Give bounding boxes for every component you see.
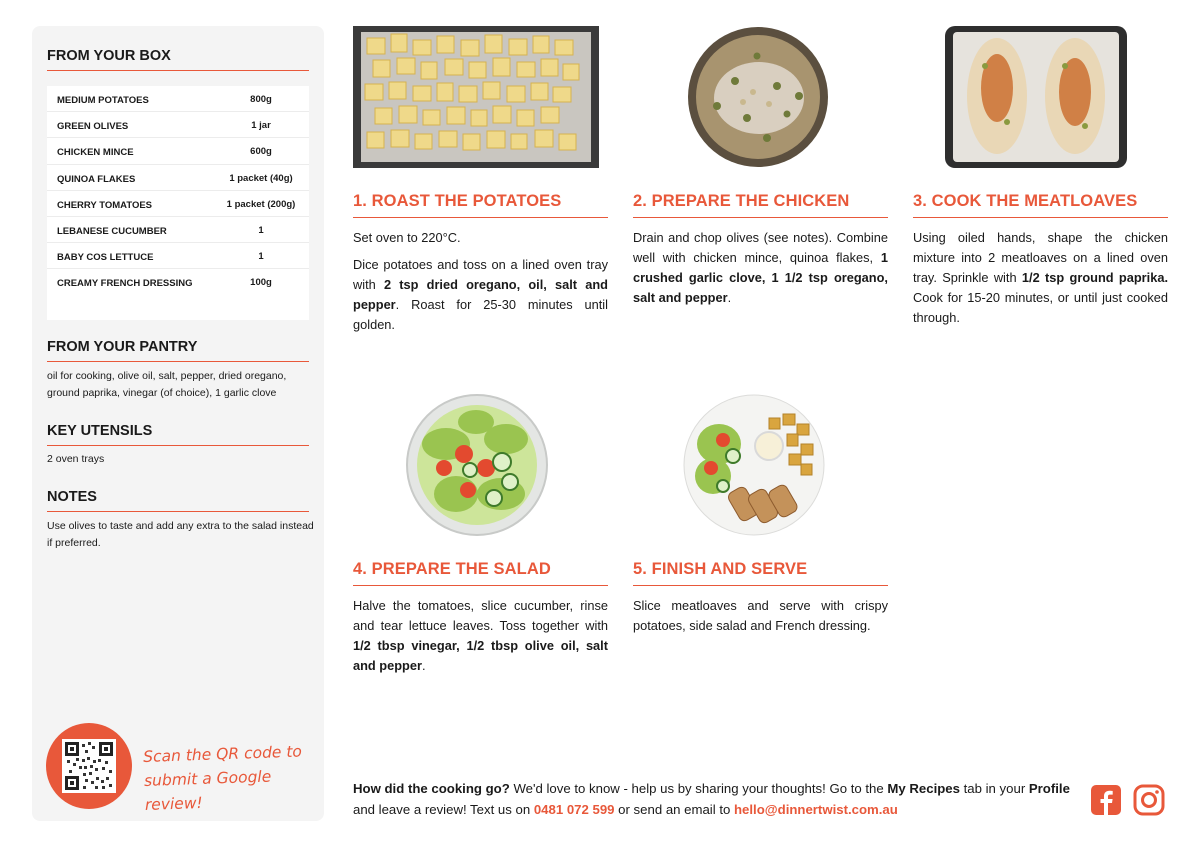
pantry-heading: FROM YOUR PANTRY <box>47 339 309 362</box>
ingredient-qty: 600g <box>250 146 272 158</box>
utensils-text: 2 oven trays <box>47 453 105 465</box>
step-2 <box>633 26 888 346</box>
profile-ref: Profile <box>1028 781 1070 796</box>
step-text: Halve the tomatoes, slice cucumber, rinse and tear lettuce leaves. Toss together with <box>353 598 608 633</box>
step-paragraph <box>353 596 608 676</box>
qr-code-icon[interactable] <box>62 739 116 793</box>
ingredient-qty: 100g <box>250 277 272 289</box>
table-row <box>47 217 309 243</box>
step-ingredient-emphasis: 2 tsp dried oregano, oil, salt and pepper <box>353 277 608 312</box>
table-row <box>47 243 309 269</box>
instagram-icon[interactable] <box>1133 784 1167 818</box>
ingredient-name: GREEN OLIVES <box>57 121 129 133</box>
step-paragraph <box>353 228 608 248</box>
step-paragraph <box>353 255 608 335</box>
notes-text: Use olives to taste and add any extra to the salad instead if preferred. <box>47 520 314 549</box>
feedback-footer <box>353 778 1073 820</box>
table-row <box>47 86 309 112</box>
step-text: . <box>421 658 426 673</box>
chicken-mixture-image <box>687 26 829 168</box>
ingredient-name: CHERRY TOMATOES <box>57 199 153 211</box>
sidebar <box>32 26 324 821</box>
ingredient-name: CHICKEN MINCE <box>57 147 134 159</box>
box-heading: FROM YOUR BOX <box>47 48 309 71</box>
pantry-text: oil for cooking, olive oil, salt, pepper, dried oregano, ground paprika, vinegar (of choice), 1 garlic clove <box>47 370 287 399</box>
table-row <box>47 165 309 191</box>
ingredient-qty: 1 jar <box>251 120 271 132</box>
step-text: . <box>727 290 732 305</box>
table-row <box>47 138 309 164</box>
step-text: Cook for 15-20 minutes, or until just cooked through. <box>913 290 1168 325</box>
footer-text-2: tab in your <box>959 781 1029 796</box>
table-row <box>47 191 309 217</box>
step-paragraph <box>913 228 1168 328</box>
ingredient-qty: 800g <box>250 94 272 105</box>
ingredient-qty: 1 packet (40g) <box>229 172 293 184</box>
qr-caption-line1: Scan the QR code to <box>142 742 303 766</box>
footer-question: How did the cooking go? <box>353 781 510 796</box>
step-body <box>633 596 888 643</box>
ingredient-qty: 1 packet (200g) <box>226 198 296 210</box>
ingredient-name: BABY COS LETTUCE <box>57 252 154 264</box>
step-title: 3. COOK THE MEATLOAVES <box>913 192 1168 218</box>
step-text: Drain and chop olives (see notes). Combine well with chicken mince, quinoa flakes, <box>633 230 888 265</box>
step-body <box>353 596 608 683</box>
table-row <box>47 269 309 295</box>
meatloaves-tray-image <box>945 26 1127 168</box>
salad-bowl-image <box>406 394 548 536</box>
ingredient-name: LEBANESE CUCUMBER <box>57 225 167 237</box>
footer-text-4: or send an email to <box>614 802 734 817</box>
served-plate-image <box>683 394 825 536</box>
step-text: Using oiled hands, shape the chicken mixture into 2 meatloaves on a lined oven tray. Sprinkle with <box>913 230 1168 285</box>
step-ingredient-emphasis: 1 crushed garlic clove, 1 1/2 tsp oregano, salt and pepper <box>633 250 888 305</box>
step-title: 5. FINISH AND SERVE <box>633 560 888 586</box>
table-row <box>47 112 309 138</box>
step-title: 1. ROAST THE POTATOES <box>353 192 608 218</box>
facebook-icon[interactable] <box>1090 784 1124 818</box>
step-text: Dice potatoes and toss on a lined oven tray with <box>353 257 608 292</box>
step-body <box>913 228 1168 335</box>
notes-heading: NOTES <box>47 489 309 512</box>
footer-text-3: and leave a review! Text us on <box>353 802 534 817</box>
ingredient-name: CREAMY FRENCH DRESSING <box>57 278 193 290</box>
ingredient-qty: 1 <box>258 251 264 263</box>
ingredient-name: MEDIUM POTATOES <box>57 95 149 106</box>
step-body <box>633 228 888 315</box>
qr-caption-line2: submit a Google review! <box>143 767 272 814</box>
step-ingredient-emphasis: 1/2 tbsp vinegar, 1/2 tbsp olive oil, salt and pepper <box>353 638 608 673</box>
step-paragraph <box>633 228 888 308</box>
step-3 <box>913 26 1168 346</box>
step-title: 2. PREPARE THE CHICKEN <box>633 192 888 218</box>
roasted-potatoes-image <box>353 26 599 168</box>
step-1 <box>353 26 608 346</box>
qr-caption <box>143 739 315 817</box>
step-4 <box>353 394 608 694</box>
step-body <box>353 228 608 342</box>
step-text: Slice meatloaves and serve with crispy potatoes, side salad and French dressing. <box>633 598 888 633</box>
step-text: . Roast for 25-30 minutes until golden. <box>353 297 608 332</box>
ingredient-qty: 1 <box>258 224 264 236</box>
my-recipes-tab-ref: My Recipes <box>887 781 960 796</box>
step-title: 4. PREPARE THE SALAD <box>353 560 608 586</box>
step-text: Set oven to 220°C. <box>353 230 461 245</box>
phone-link[interactable]: 0481 072 599 <box>533 802 615 817</box>
step-ingredient-emphasis: 1/2 tsp ground paprika. <box>1021 270 1169 285</box>
box-ingredients-table <box>47 86 309 320</box>
qr-badge <box>46 723 132 809</box>
step-5 <box>633 394 888 694</box>
utensils-heading: KEY UTENSILS <box>47 423 309 446</box>
email-link[interactable]: hello@dinnertwist.com.au <box>734 802 898 817</box>
ingredient-name: QUINOA FLAKES <box>57 173 136 185</box>
step-paragraph <box>633 596 888 636</box>
footer-text-1: We'd love to know - help us by sharing your thoughts! Go to the <box>509 781 888 796</box>
